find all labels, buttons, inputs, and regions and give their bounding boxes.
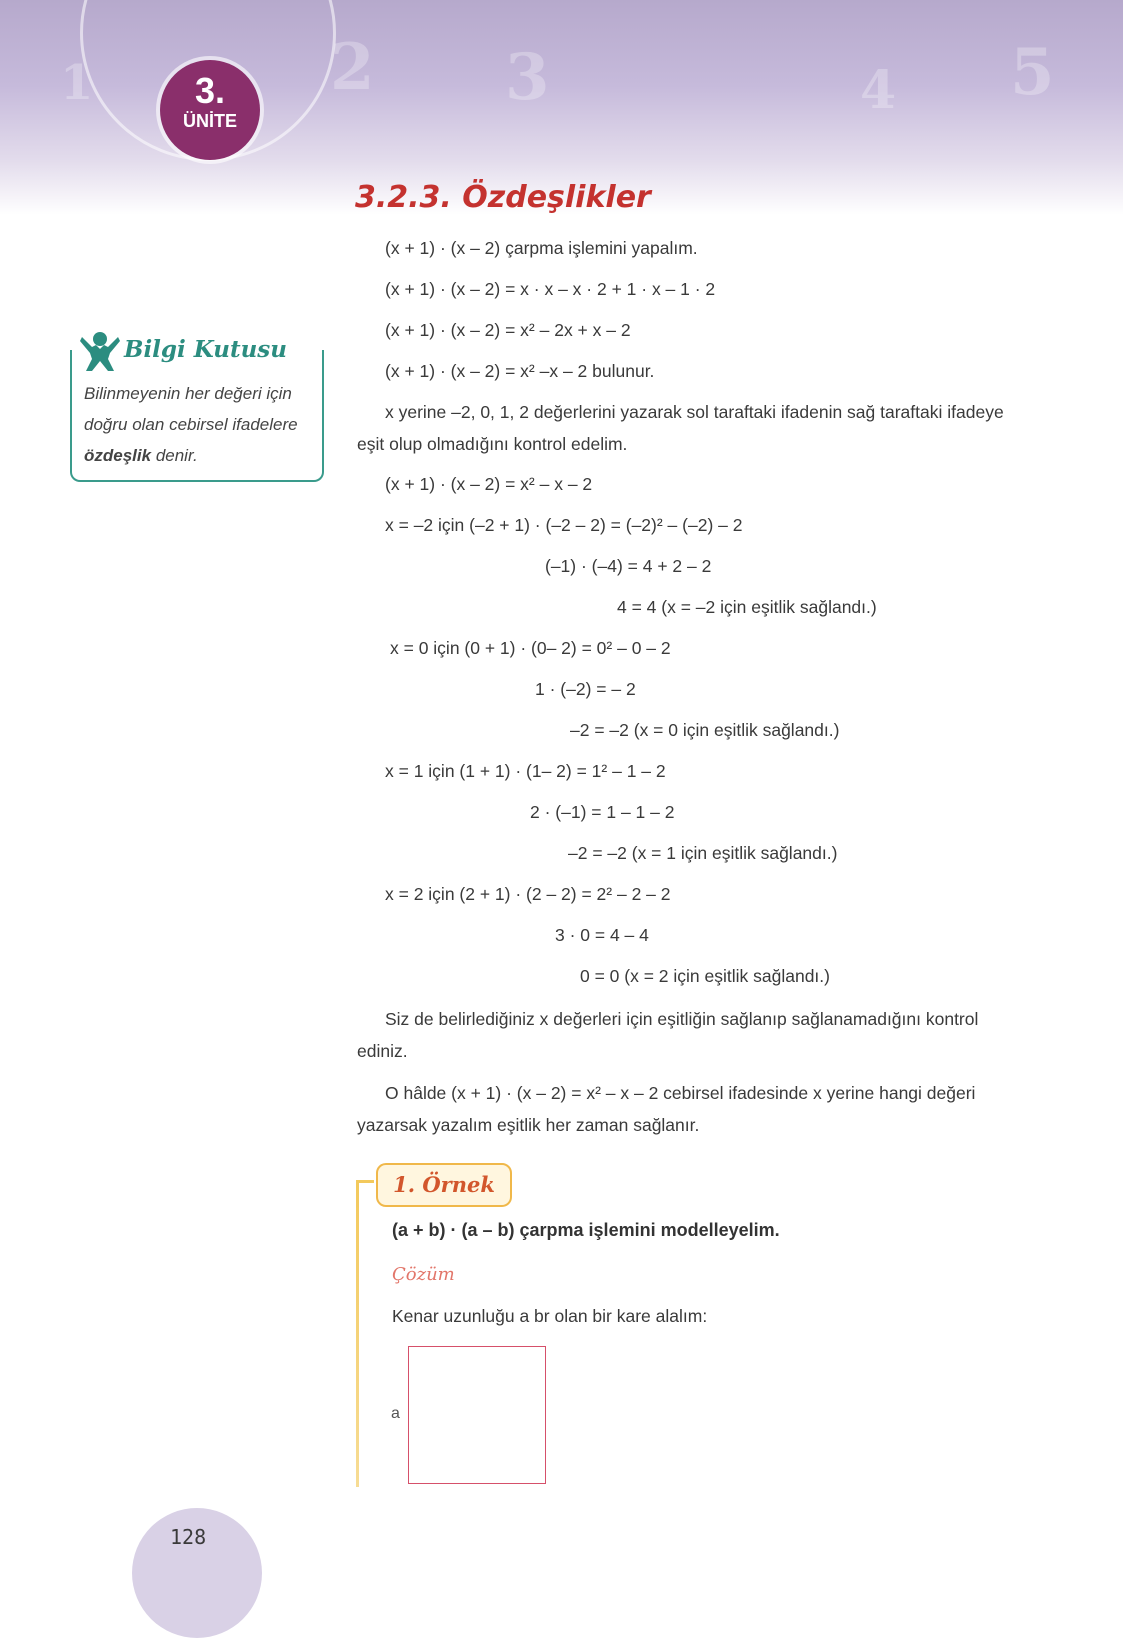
banner-decoration: 4 bbox=[860, 60, 897, 121]
math-line: (x + 1) · (x – 2) = x · x – x · 2 + 1 · x – 1 · 2 bbox=[385, 279, 716, 299]
model-square bbox=[408, 1346, 546, 1484]
info-text-bold: özdeşlik bbox=[84, 446, 152, 465]
math-line: (x + 1) · (x – 2) = x² – x – 2 bbox=[385, 474, 593, 494]
math-line: 0 = 0 (x = 2 için eşitlik sağlandı.) bbox=[580, 966, 830, 986]
page-number: 128 bbox=[170, 1525, 207, 1549]
section-title: 3.2.3. Özdeşlikler bbox=[355, 180, 651, 215]
math-line: 4 = 4 (x = –2 için eşitlik sağlandı.) bbox=[617, 597, 877, 617]
info-box-title bbox=[78, 328, 287, 372]
person-icon bbox=[78, 329, 122, 373]
math-line: (x + 1) · (x – 2) = x² – 2x + x – 2 bbox=[385, 320, 631, 340]
math-line: x = –2 için (–2 + 1) · (–2 – 2) = (–2)² – (–2) – 2 bbox=[385, 515, 743, 535]
math-line: 3 · 0 = 4 – 4 bbox=[555, 925, 649, 945]
banner-decoration: 3 bbox=[505, 40, 550, 115]
math-line: –2 = –2 (x = 1 için eşitlik sağlandı.) bbox=[568, 843, 838, 863]
info-box-text bbox=[84, 378, 316, 471]
example-text: Kenar uzunluğu a br olan bir kare alalım: bbox=[392, 1306, 708, 1326]
banner-decoration: 2 bbox=[330, 30, 375, 105]
unit-label: ÜNİTE bbox=[183, 111, 237, 131]
math-line: (–1) · (–4) = 4 + 2 – 2 bbox=[545, 556, 712, 576]
paragraph: x yerine –2, 0, 1, 2 değerlerini yazarak sol taraftaki ifadenin sağ taraftaki ifadeye eşit olup olmadığını kontrol edelim. bbox=[357, 402, 1004, 454]
banner-decoration: 5 bbox=[1010, 35, 1055, 110]
text-line: (x + 1) · (x – 2) çarpma işlemini yapalım. bbox=[385, 238, 698, 258]
example-tag: 1. Örnek bbox=[376, 1163, 512, 1207]
math-line: –2 = –2 (x = 0 için eşitlik sağlandı.) bbox=[570, 720, 840, 740]
example-rule-hook bbox=[356, 1180, 374, 1183]
math-line: 1 · (–2) = – 2 bbox=[535, 679, 636, 699]
math-line: x = 1 için (1 + 1) · (1– 2) = 1² – 1 – 2 bbox=[385, 761, 666, 781]
math-line: (x + 1) · (x – 2) = x² –x – 2 bulunur. bbox=[385, 361, 655, 381]
banner-decoration: 1 bbox=[60, 55, 94, 111]
unit-badge bbox=[160, 60, 260, 160]
info-box-title-text: Bilgi Kutusu bbox=[124, 336, 287, 363]
info-text-before: Bilinmeyenin her değeri için doğru olan cebirsel ifadelere bbox=[84, 384, 298, 434]
math-line: x = 0 için (0 + 1) · (0– 2) = 0² – 0 – 2 bbox=[390, 638, 671, 658]
solution-label: Çözüm bbox=[392, 1264, 455, 1285]
unit-number: 3. bbox=[194, 70, 226, 111]
math-line: 2 · (–1) = 1 – 1 – 2 bbox=[530, 802, 675, 822]
math-line: x = 2 için (2 + 1) · (2 – 2) = 2² – 2 – 2 bbox=[385, 884, 671, 904]
paragraph: Siz de belirlediğiniz x değerleri için eşitliğin sağlanıp sağlanamadığını kontrol ediniz. bbox=[357, 1009, 979, 1061]
example-rule bbox=[356, 1182, 359, 1487]
square-side-label: a bbox=[391, 1405, 400, 1422]
paragraph: O hâlde (x + 1) · (x – 2) = x² – x – 2 cebirsel ifadesinde x yerine hangi değeri yazarsak yazalım eşitlik her zaman sağlanır. bbox=[357, 1083, 976, 1135]
info-text-after: denir. bbox=[151, 446, 198, 465]
example-prompt: (a + b) · (a – b) çarpma işlemini modelleyelim. bbox=[392, 1220, 780, 1240]
